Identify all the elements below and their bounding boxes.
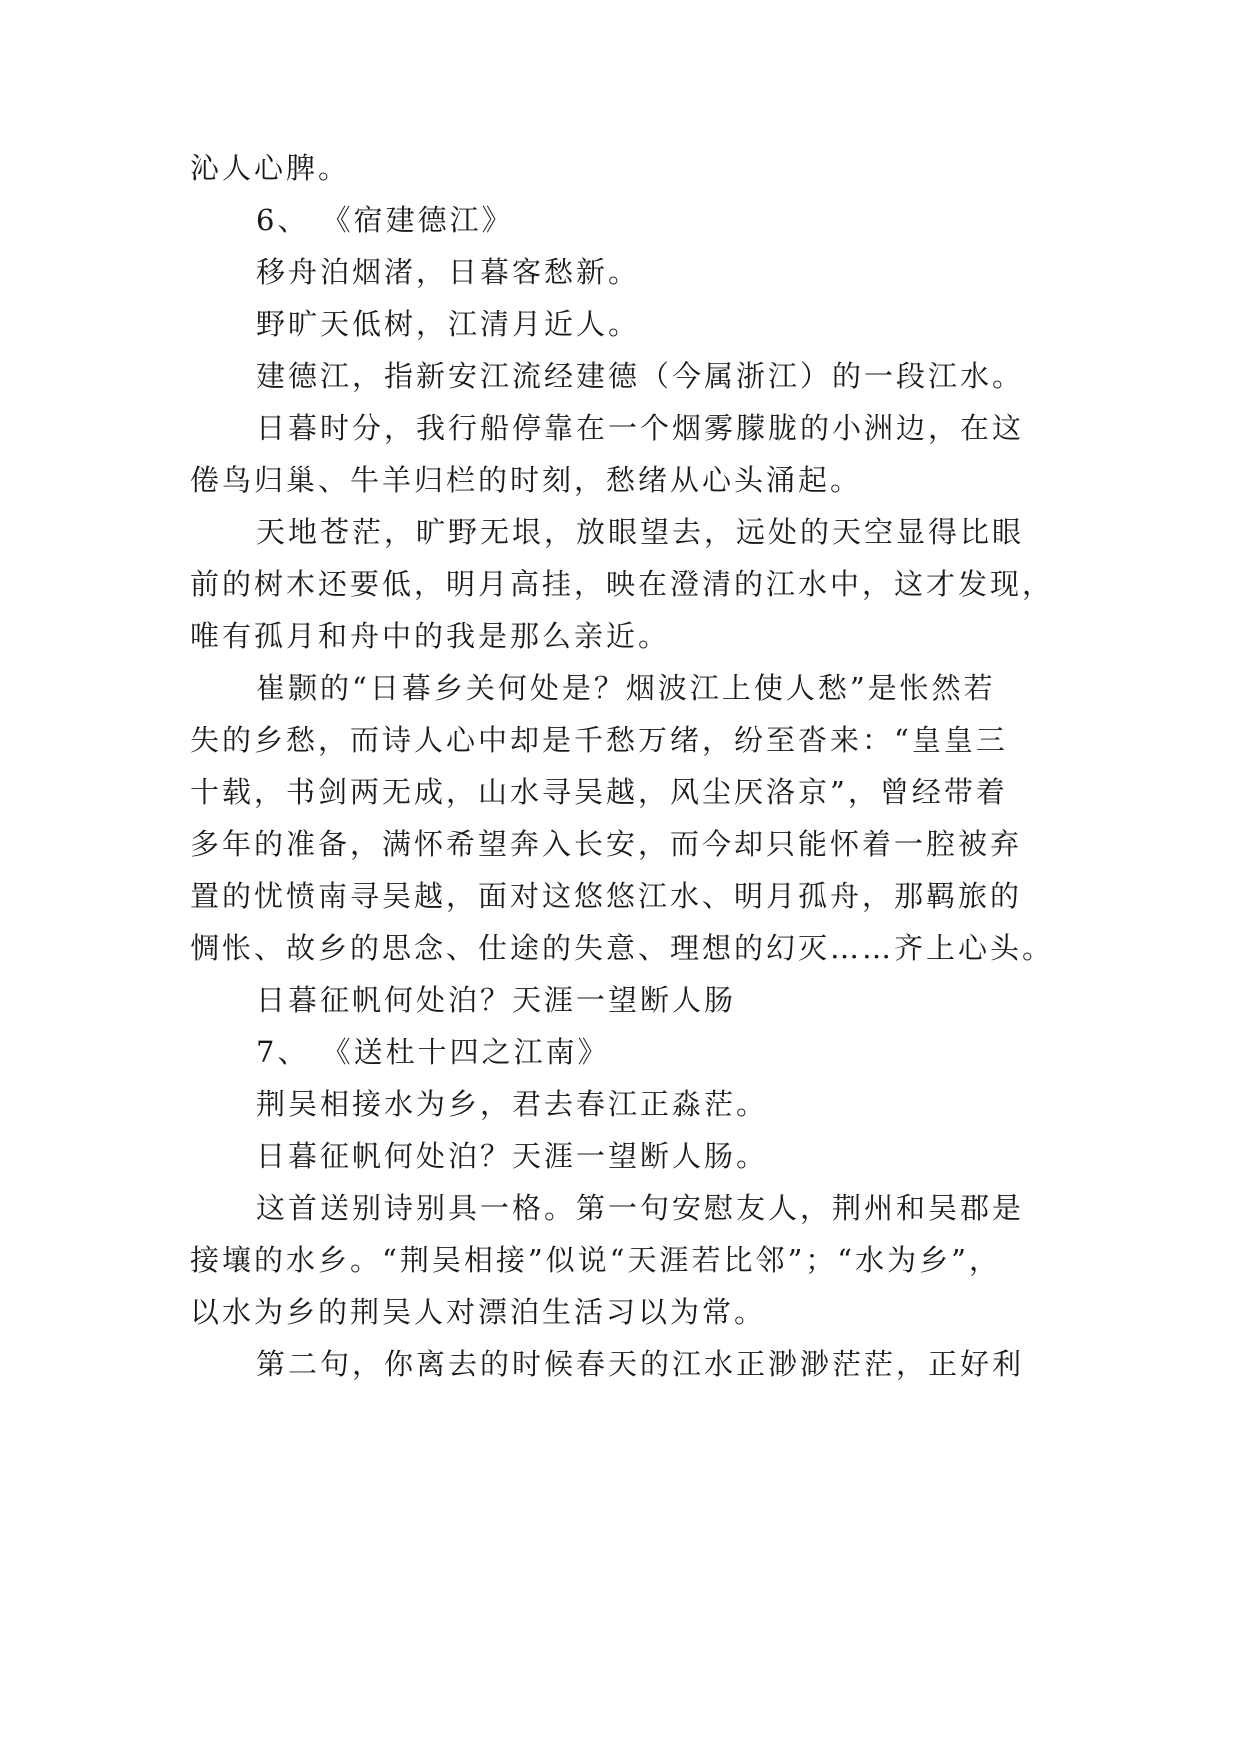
poem-line: 野旷天低树，江清月近人。 — [256, 307, 641, 341]
text-line-1: 沁人心脾。 — [190, 151, 351, 185]
paragraph-line: 这首送别诗别具一格。第一句安慰友人，荆州和吴郡是 — [256, 1191, 1025, 1225]
paragraph-line: 置的忧愤南寻吴越，面对这悠悠江水、明月孤舟，那羁旅的 — [190, 879, 1023, 913]
paragraph-line: 日暮时分，我行船停靠在一个烟雾朦胧的小洲边，在这 — [256, 411, 1025, 445]
paragraph-line: 多年的准备，满怀希望奔入长安，而今却只能怀着一腔被弃 — [190, 827, 1023, 861]
paragraph-line: 前的树木还要低，明月高挂，映在澄清的江水中，这才发现， — [190, 567, 1055, 601]
paragraph-line: 天地苍茫，旷野无垠，放眼望去，远处的天空显得比眼 — [256, 515, 1025, 549]
paragraph-line: 建德江，指新安江流经建德（今属浙江）的一段江水。 — [256, 359, 1025, 393]
paragraph-line: 第二句，你离去的时候春天的江水正渺渺茫茫，正好利 — [256, 1347, 1025, 1381]
paragraph-line: 倦鸟归巢、牛羊归栏的时刻，愁绪从心头涌起。 — [190, 463, 863, 497]
section-heading-6: 6、 《宿建德江》 — [256, 203, 514, 237]
poem-line: 日暮征帆何处泊？天涯一望断人肠。 — [256, 1139, 769, 1173]
section-heading-7: 7、 《送杜十四之江南》 — [256, 1035, 610, 1069]
paragraph-line: 日暮征帆何处泊？天涯一望断人肠 — [256, 983, 737, 1017]
paragraph-line: 接壤的水乡。“荆吴相接”似说“天涯若比邻”；“水为乡”， — [190, 1243, 1001, 1277]
paragraph-line: 唯有孤月和舟中的我是那么亲近。 — [190, 619, 671, 653]
paragraph-line: 十载，书剑两无成，山水寻吴越，风尘厌洛京”，曾经带着 — [190, 775, 1008, 809]
poem-line: 移舟泊烟渚，日暮客愁新。 — [256, 255, 641, 289]
poem-line: 荆吴相接水为乡，君去春江正淼茫。 — [256, 1087, 769, 1121]
paragraph-line: 崔颢的“日暮乡关何处是？烟波江上使人愁”是怅然若 — [256, 671, 996, 705]
paragraph-line: 失的乡愁，而诗人心中却是千愁万绪，纷至沓来：“皇皇三 — [190, 723, 1008, 757]
paragraph-line: 以水为乡的荆吴人对漂泊生活习以为常。 — [190, 1295, 767, 1329]
paragraph-line: 惆怅、故乡的思念、仕途的失意、理想的幻灭……齐上心头。 — [190, 931, 1055, 965]
